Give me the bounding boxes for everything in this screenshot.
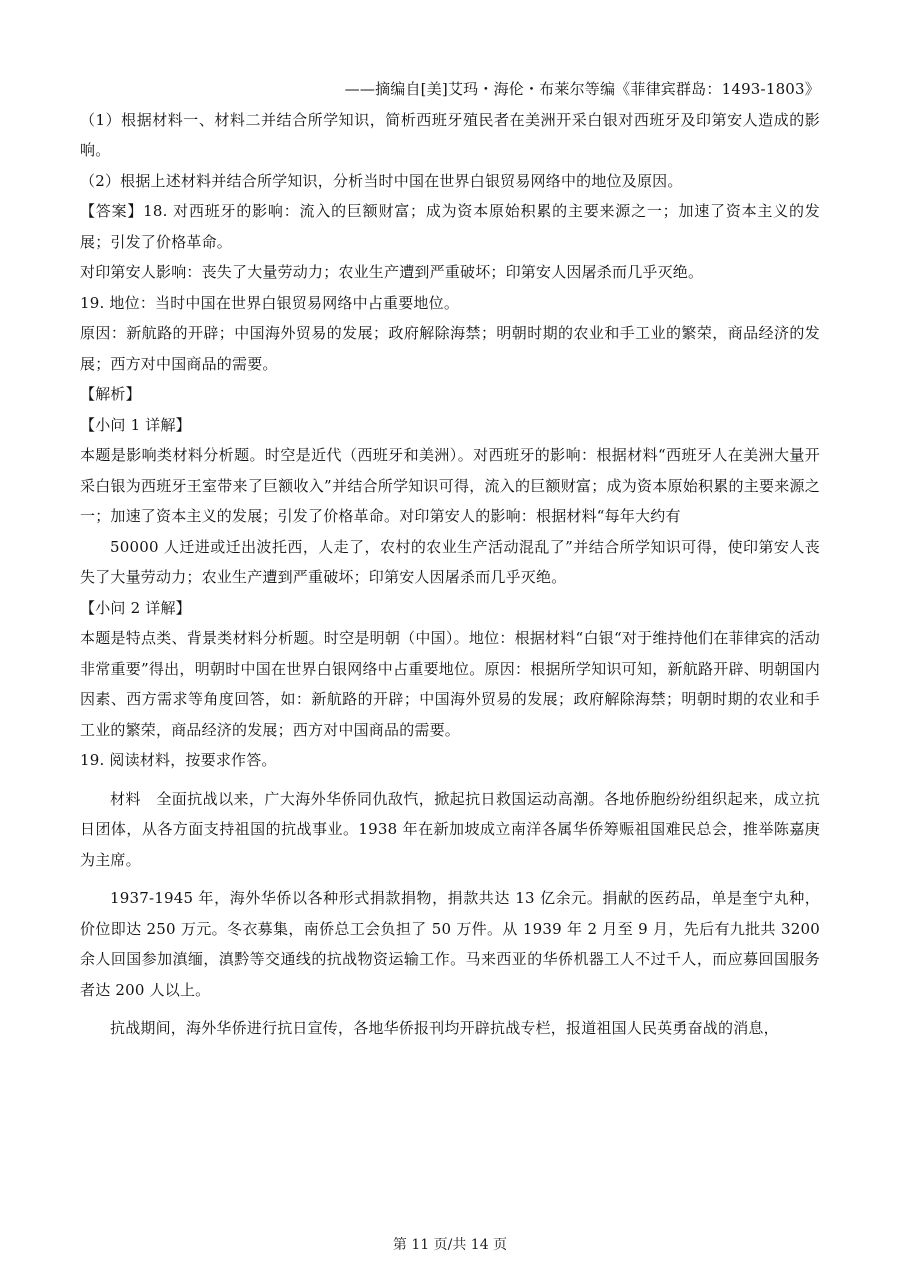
material-paragraph-2: 1937-1945 年，海外华侨以各种形式捐款捐物，捐款共达 13 亿余元。捐献的医药品，单是奎宁丸种，价位即达 250 万元。冬衣募集，南侨总工会负担了 50 万件。从 1939 年 2 月至 9 月，先后有九批共 3200 余人回国参加滇缅，滇黔等交通线的抗战物资运输工作。马来西亚的华侨机器工人不过千人，而应募回国服务者达 200 人以上。: [80, 889, 820, 999]
analysis-heading: 【解析】: [80, 385, 141, 403]
question-1: （1）根据材料一、材料二并结合所学知识，简析西班牙殖民者在美洲开采白银对西班牙及印第安人造成的影响。: [80, 110, 820, 159]
page-content: [80, 74, 820, 1044]
sub-question-1-text-a: 本题是影响类材料分析题。时空是近代（西班牙和美洲）。对西班牙的影响：根据材料“西班牙人在美洲大量开采白银为西班牙王室带来了巨额收入”并结合所学知识可得，流入的巨额财富；成为资本原始积累的主要来源之一；加速了资本主义的发展；引发了价格革命。对印第安人的影响：根据材料“每年大约有: [80, 446, 820, 525]
sub-question-2-heading: 【小问 2 详解】: [80, 598, 191, 617]
sub-question-1-text-b: 50000 人迁进或迁出波托西，人走了，农村的农业生产活动混乱了”并结合所学知识可得，使印第安人丧失了大量劳动力；农业生产遭到严重破坏；印第安人因屠杀而几乎灭绝。: [80, 537, 820, 586]
question-19-prompt: 19. 阅读材料，按要求作答。: [80, 751, 277, 769]
source-citation: ——摘编自[美]艾玛・海伦・布莱尔等编《菲律宾群岛：1493-1803》: [344, 80, 820, 98]
sub-question-2-text: 本题是特点类、背景类材料分析题。时空是明朝（中国）。地位：根据材料“白银“对于维持他们在菲律宾的活动非常重要”得出，明朝时中国在世界白银网络中占重要地位。原因：根据所学知识可知，新航路开辟、明朝国内因素、西方需求等角度回答，如：新航路的开辟；中国海外贸易的发展；政府解除海禁；明朝时期的农业和手工业的繁荣，商品经济的发展；西方对中国商品的需要。: [80, 629, 820, 739]
answer-18-indian: 对印第安人影响：丧失了大量劳动力；农业生产遭到严重破坏；印第安人因屠杀而几乎灭绝。: [80, 263, 704, 281]
material-paragraph-3: 抗战期间，海外华侨进行抗日宣传，各地华侨报刊均开辟抗战专栏，报道祖国人民英勇奋战的消息，: [110, 1019, 779, 1037]
question-2: （2）根据上述材料并结合所学知识，分析当时中国在世界白银贸易网络中的地位及原因。: [80, 171, 683, 190]
sub-question-1-heading: 【小问 1 详解】: [80, 415, 191, 434]
answer-18-spain: 【答案】18. 对西班牙的影响：流入的巨额财富；成为资本原始积累的主要来源之一；加速了资本主义的发展；引发了价格革命。: [80, 202, 820, 251]
page-number-footer: 第 11 页/共 14 页: [392, 1237, 508, 1253]
answer-19-status: 19. 地位：当时中国在世界白银贸易网络中占重要地位。: [80, 293, 460, 312]
answer-19-reason: 原因：新航路的开辟；中国海外贸易的发展；政府解除海禁；明朝时期的农业和手工业的繁荣，商品经济的发展；西方对中国商品的需要。: [80, 324, 820, 373]
material-paragraph-1: 材料 全面抗战以来，广大海外华侨同仇敌忾，掀起抗日救国运动高潮。各地侨胞纷纷组织起来，成立抗日团体，从各方面支持祖国的抗战事业。1938 年在新加坡成立南洋各属华侨筹赈祖国难民总会，推举陈嘉庚为主席。: [80, 789, 820, 869]
